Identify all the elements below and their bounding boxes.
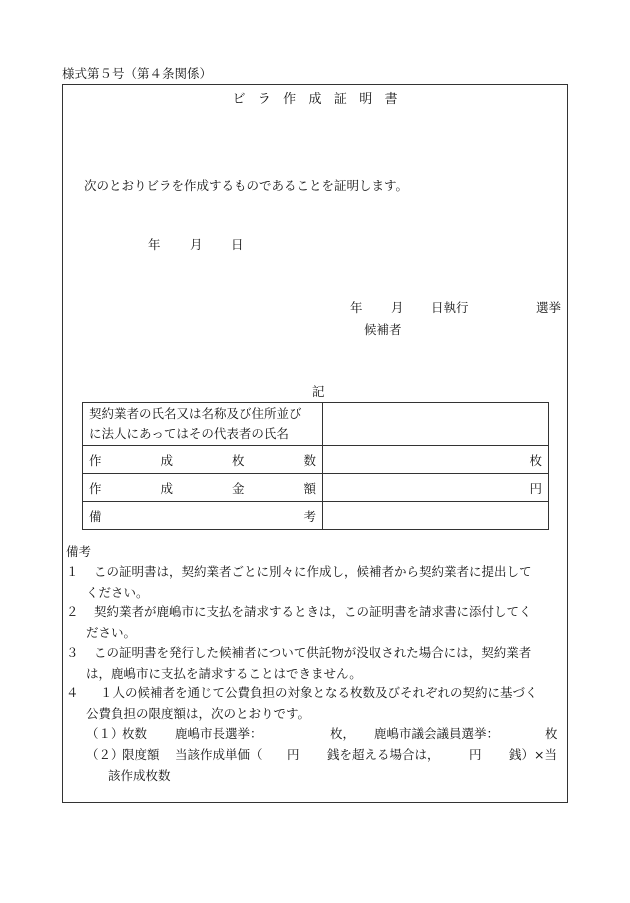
amount-row: [83, 474, 549, 502]
sheet-count-label: [83, 446, 323, 474]
sub2-label: 限度額: [122, 747, 160, 762]
sheet-count-label-char: 数: [303, 452, 316, 468]
sub1-label: 枚数: [122, 726, 148, 741]
sub2-text-d: 円: [469, 747, 482, 762]
contractor-row: [83, 403, 549, 446]
remarks-label: [83, 502, 323, 530]
election-name-label: 選挙: [536, 300, 562, 315]
sub1-mayor-election: 鹿嶋市長選挙：: [175, 726, 263, 741]
note-number: １: [66, 564, 79, 579]
sub2-number: （２）: [86, 747, 124, 762]
sub1-mayor-unit: 枚，: [330, 726, 356, 741]
note-4: [66, 682, 560, 724]
amount-label-char: 金: [231, 480, 245, 496]
note-1-line2: ください。: [86, 585, 149, 600]
contractor-label-line1: 契約業者の氏名又は名称及び住所並び: [89, 406, 302, 421]
note-3-line2: は，鹿嶋市に支払を請求することはできません。: [86, 666, 362, 681]
note-1: [66, 561, 560, 603]
contractor-label-line2: に法人にあってはその代表者の氏名: [89, 426, 289, 441]
sub2-line2: 該作成枚数: [108, 768, 171, 783]
sheet-count-value-field[interactable]: [323, 446, 549, 474]
note-4-line1: １人の候補者を通じて公費負担の対象となる枚数及びそれぞれの契約に基づく: [100, 685, 538, 700]
issue-day-label: 日: [231, 237, 244, 252]
note-4-line2: 公費負担の限度額は，次のとおりです。: [86, 706, 311, 721]
election-year-label: 年: [350, 300, 363, 315]
note-2-line1: 契約業者が鹿嶋市に支払を請求するときは，この証明書を請求書に添付してく: [94, 604, 532, 619]
form-number-label: 様式第５号（第４条関係）: [62, 66, 213, 81]
notes-heading: 備考: [66, 544, 92, 559]
details-table: [82, 402, 549, 530]
sub2-text-e: 銭）×当: [509, 747, 557, 762]
remarks-label-char: 考: [303, 508, 316, 524]
sub1-council-unit: 枚: [545, 726, 558, 741]
sheet-count-label-char: 作: [89, 452, 102, 468]
note-2-line2: ださい。: [86, 625, 137, 640]
sheet-count-label-char: 成: [160, 452, 173, 468]
amount-label-char: 作: [89, 480, 102, 496]
issue-year-label: 年: [148, 237, 161, 252]
ki-heading: 記: [312, 384, 325, 399]
note-number: ２: [66, 604, 79, 619]
sub1-council-election: 鹿嶋市議会議員選挙：: [374, 726, 500, 741]
sheet-count-unit: 枚: [529, 452, 542, 468]
sheet-count-row: [83, 446, 549, 474]
sub2-text-a: 当該作成単価（: [175, 747, 263, 762]
amount-label: [83, 474, 323, 502]
note-2: [66, 601, 560, 643]
amount-unit: 円: [529, 480, 542, 496]
sub1-number: （１）: [86, 726, 124, 741]
document-title: ビラ作成証明書: [232, 92, 410, 107]
remarks-row: [83, 502, 549, 530]
note-number: ３: [66, 645, 79, 660]
note-3-line1: この証明書を発行した候補者について供託物が没収された場合には，契約業者: [94, 645, 532, 660]
amount-label-char: 額: [303, 480, 316, 496]
issue-month-label: 月: [190, 237, 203, 252]
note-number: ４: [66, 685, 79, 700]
candidate-label: 候補者: [364, 322, 402, 337]
sub2-text-c: 銭を超える場合は，: [327, 747, 440, 762]
contractor-label: [83, 403, 323, 446]
note-3: [66, 642, 560, 684]
contractor-value-field[interactable]: [323, 403, 549, 446]
sheet-count-label-char: 枚: [231, 452, 245, 468]
election-month-label: 月: [391, 300, 404, 315]
amount-label-char: 成: [160, 480, 173, 496]
sub2-text-b: 円: [287, 747, 300, 762]
election-exec-day-label: 日執行: [431, 300, 469, 315]
certification-statement: 次のとおりビラを作成するものであることを証明します。: [84, 178, 409, 193]
remarks-label-char: 備: [89, 508, 102, 524]
note-1-line1: この証明書は，契約業者ごとに別々に作成し，候補者から契約業者に提出して: [94, 564, 532, 579]
amount-value-field[interactable]: [323, 474, 549, 502]
remarks-value-field[interactable]: [323, 502, 549, 530]
